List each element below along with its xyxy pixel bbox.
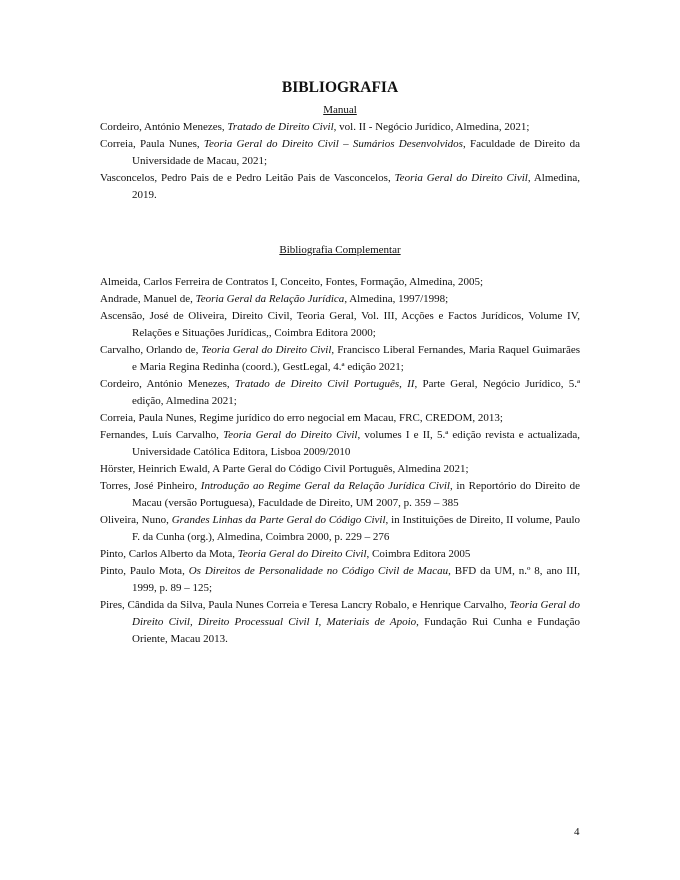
entry-title: Grandes Linhas da Parte Geral do Código Civil: [171, 514, 386, 526]
entry-title: Os Direitos de Personalidade no Código Civil de Macau: [188, 565, 449, 577]
entry-title: Teoria Geral do Direito Civil: [201, 344, 332, 356]
entry-text: Torres, José Pinheiro,: [100, 480, 201, 492]
entry-title: Teoria Geral do Direito Civil – Sumários Desenvolvidos: [203, 138, 463, 150]
bibliography-entry: [100, 410, 580, 427]
bibliography-entry: [100, 512, 580, 546]
entry-text: , Francisco Liberal Fernandes, Maria Raquel Guimarães e Maria Regina Redinha (coord.), GestLegal, 4.ª edição 2021;: [132, 344, 581, 373]
complementary-bibliography-list: [100, 274, 580, 648]
entry-text: , BFD da UM, n.º 8, ano III, 1999, p. 89 – 125;: [132, 565, 580, 594]
bibliography-entry: [100, 136, 580, 170]
manual-bibliography-list: [100, 119, 580, 204]
entry-text: Hörster, Heinrich Ewald, A Parte Geral do Código Civil Português, Almedina 2021;: [100, 463, 469, 475]
entry-text: Fernandes, Luís Carvalho,: [100, 429, 224, 441]
entry-text: Correia, Paula Nunes, Regime jurídico do erro negocial em Macau, FRC, CREDOM, 2013;: [100, 412, 503, 424]
entry-text: , Faculdade de Direito da Universidade de Macau, 2021;: [132, 138, 580, 167]
entry-text: Ascensão, José de Oliveira, Direito Civil, Teoria Geral, Vol. III, Acções e Factos Jurídicos, Volume IV, Relações e Situações Jurídicas,, Coimbra Editora 2000;: [100, 310, 580, 339]
entry-title: Tratado de Direito Civil Português, II: [234, 378, 415, 390]
entry-text: Oliveira, Nuno,: [100, 514, 172, 526]
entry-text: , Fundação Rui Cunha e Fundação Oriente, Macau 2013.: [132, 616, 580, 645]
entry-text: , in Reportório do Direito de Macau (versão Portuguesa), Faculdade de Direito, UM 2007, p. 359 – 385: [132, 480, 580, 509]
entry-title: Introdução ao Regime Geral da Relação Jurídica Civil: [200, 480, 450, 492]
bibliography-entry: [100, 342, 580, 376]
bibliography-entry: [100, 119, 580, 136]
entry-text: , Coimbra Editora 2005: [366, 548, 471, 560]
bibliography-entry: [100, 427, 580, 461]
entry-text: Cordeiro, António Menezes,: [100, 121, 228, 133]
entry-title: Teoria Geral da Relação Jurídica: [195, 293, 345, 305]
section-heading-complementar: Bibliografia Complementar: [279, 244, 401, 256]
bibliography-entry: [100, 291, 580, 308]
bibliography-entry: [100, 274, 580, 291]
entry-text: Cordeiro, António Menezes,: [100, 378, 235, 390]
bibliography-entry: [100, 563, 580, 597]
page-number: 4: [574, 826, 580, 838]
bibliography-entry: [100, 170, 580, 204]
entry-title: Teoria Geral do Direito Civil: [394, 172, 528, 184]
entry-text: Vasconcelos, Pedro Pais de e Pedro Leitão Pais de Vasconcelos,: [100, 172, 395, 184]
entry-text: Almeida, Carlos Ferreira de Contratos I, Conceito, Fontes, Formação, Almedina, 2005;: [100, 276, 484, 288]
entry-title: Teoria Geral do Direito Civil: [237, 548, 367, 560]
entry-text: , Parte Geral, Negócio Jurídico, 5.ª edição, Almedina 2021;: [132, 378, 580, 407]
entry-text: , Almedina, 2019.: [132, 172, 580, 201]
bibliography-entry: [100, 546, 580, 563]
entry-text: , in Instituições de Direito, II volume, Paulo F. da Cunha (org.), Almedina, Coimbra 2000, p. 229 – 276: [132, 514, 580, 543]
entry-text: Andrade, Manuel de,: [100, 293, 196, 305]
bibliography-entry: [100, 376, 580, 410]
section-heading-manual: Manual: [323, 104, 357, 116]
entry-text: Correia, Paula Nunes,: [100, 138, 204, 150]
entry-text: Carvalho, Orlando de,: [100, 344, 202, 356]
page-title: BIBLIOGRAFIA: [281, 79, 399, 96]
entry-text: Pinto, Carlos Alberto da Mota,: [100, 548, 238, 560]
bibliography-entry: [100, 478, 580, 512]
entry-text: Pinto, Paulo Mota,: [100, 565, 189, 577]
entry-text: , vol. II - Negócio Jurídico, Almedina, 2021;: [333, 121, 530, 133]
bibliography-entry: [100, 461, 580, 478]
entry-text: Pires, Cândida da Silva, Paula Nunes Correia e Teresa Lancry Robalo, e Henrique Carvalho,: [100, 599, 510, 611]
entry-title: Teoria Geral do Direito Civil, Direito Processual Civil I, Materiais de Apoio: [132, 599, 580, 628]
bibliography-entry: [100, 597, 580, 648]
entry-title: Teoria Geral do Direito Civil: [223, 429, 358, 441]
entry-text: , Almedina, 1997/1998;: [344, 293, 449, 305]
entry-title: Tratado de Direito Civil: [227, 121, 334, 133]
entry-text: , volumes I e II, 5.ª edição revista e actualizada, Universidade Católica Editora, Lisboa 2009/2010: [132, 429, 580, 458]
bibliography-entry: [100, 308, 580, 342]
